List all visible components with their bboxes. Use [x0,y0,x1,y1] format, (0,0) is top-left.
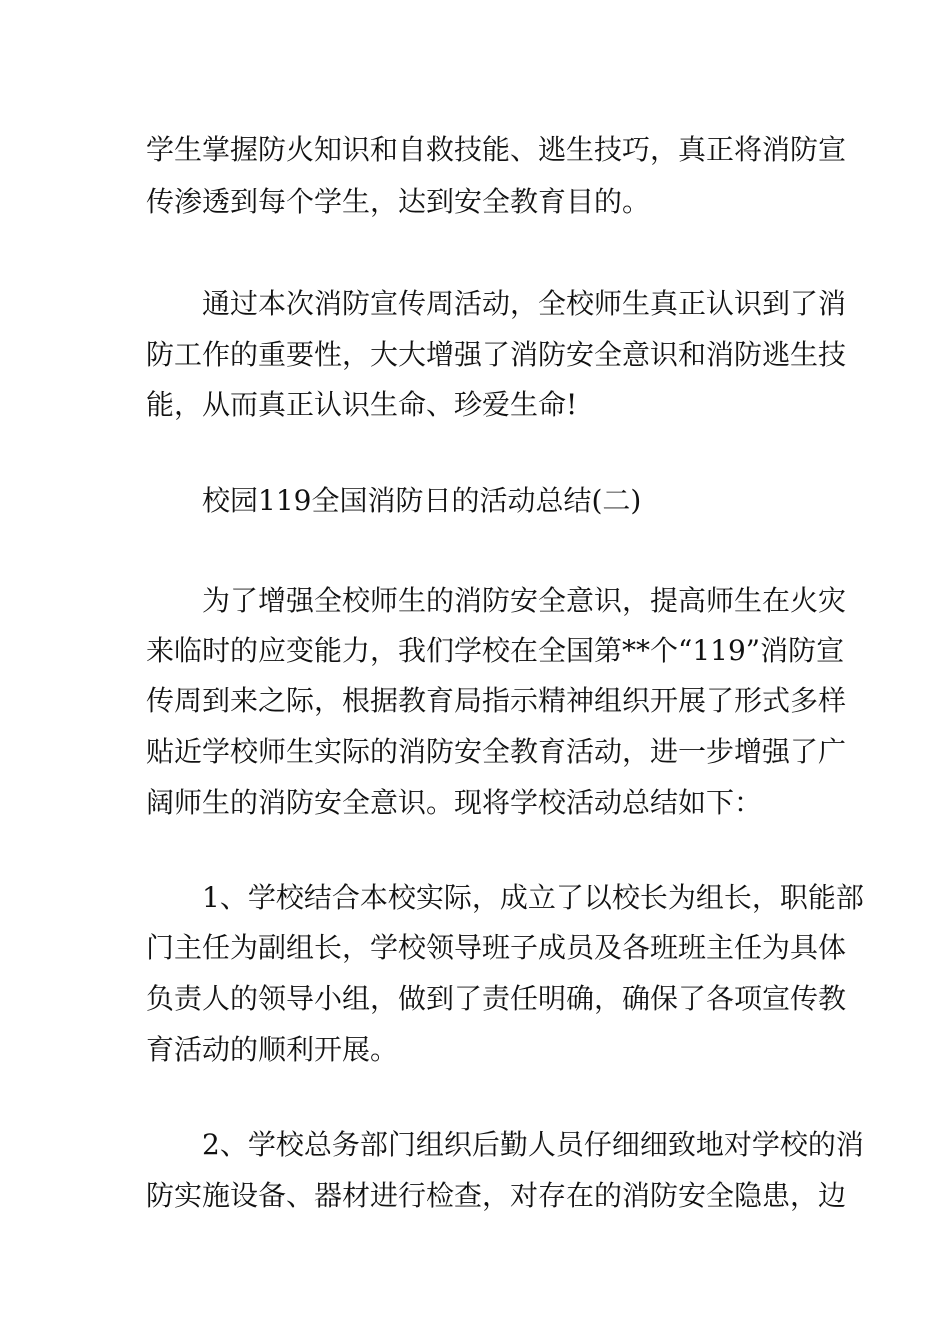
paragraph-4-line-4: 育活动的顺利开展。 [146,1033,399,1066]
paragraph-3-line-4: 贴近学校师生实际的消防安全教育活动，进一步增强了广 [146,735,847,768]
paragraph-4-line-3: 负责人的领导小组，做到了责任明确，确保了各项宣传教 [146,982,847,1015]
paragraph-5-line-2: 防实施设备、器材进行检查，对存在的消防安全隐患，边 [146,1179,847,1212]
paragraph-1-line-1: 学生掌握防火知识和自救技能、逃生技巧，真正将消防宣 [146,133,847,166]
section-heading: 校园119全国消防日的活动总结(二) [202,484,642,517]
paragraph-5-line-1: 2、学校总务部门组织后勤人员仔细细致地对学校的消 [202,1128,864,1161]
paragraph-3-line-5: 阔师生的消防安全意识。现将学校活动总结如下： [146,786,763,819]
paragraph-3-line-1: 为了增强全校师生的消防安全意识，提高师生在火灾 [202,584,847,617]
paragraph-4-line-1: 1、学校结合本校实际，成立了以校长为组长，职能部 [202,881,864,914]
paragraph-4-line-2: 门主任为副组长，学校领导班子成员及各班班主任为具体 [146,931,847,964]
paragraph-3-line-3: 传周到来之际，根据教育局指示精神组织开展了形式多样 [146,684,847,717]
paragraph-2-line-2: 防工作的重要性，大大增强了消防安全意识和消防逃生技 [146,338,847,371]
paragraph-2-line-1: 通过本次消防宣传周活动，全校师生真正认识到了消 [202,287,847,320]
paragraph-2-line-3: 能，从而真正认识生命、珍爱生命! [146,388,578,421]
paragraph-1-line-2: 传渗透到每个学生，达到安全教育目的。 [146,185,651,218]
paragraph-3-line-2: 来临时的应变能力，我们学校在全国第**个“119”消防宣 [146,634,845,667]
